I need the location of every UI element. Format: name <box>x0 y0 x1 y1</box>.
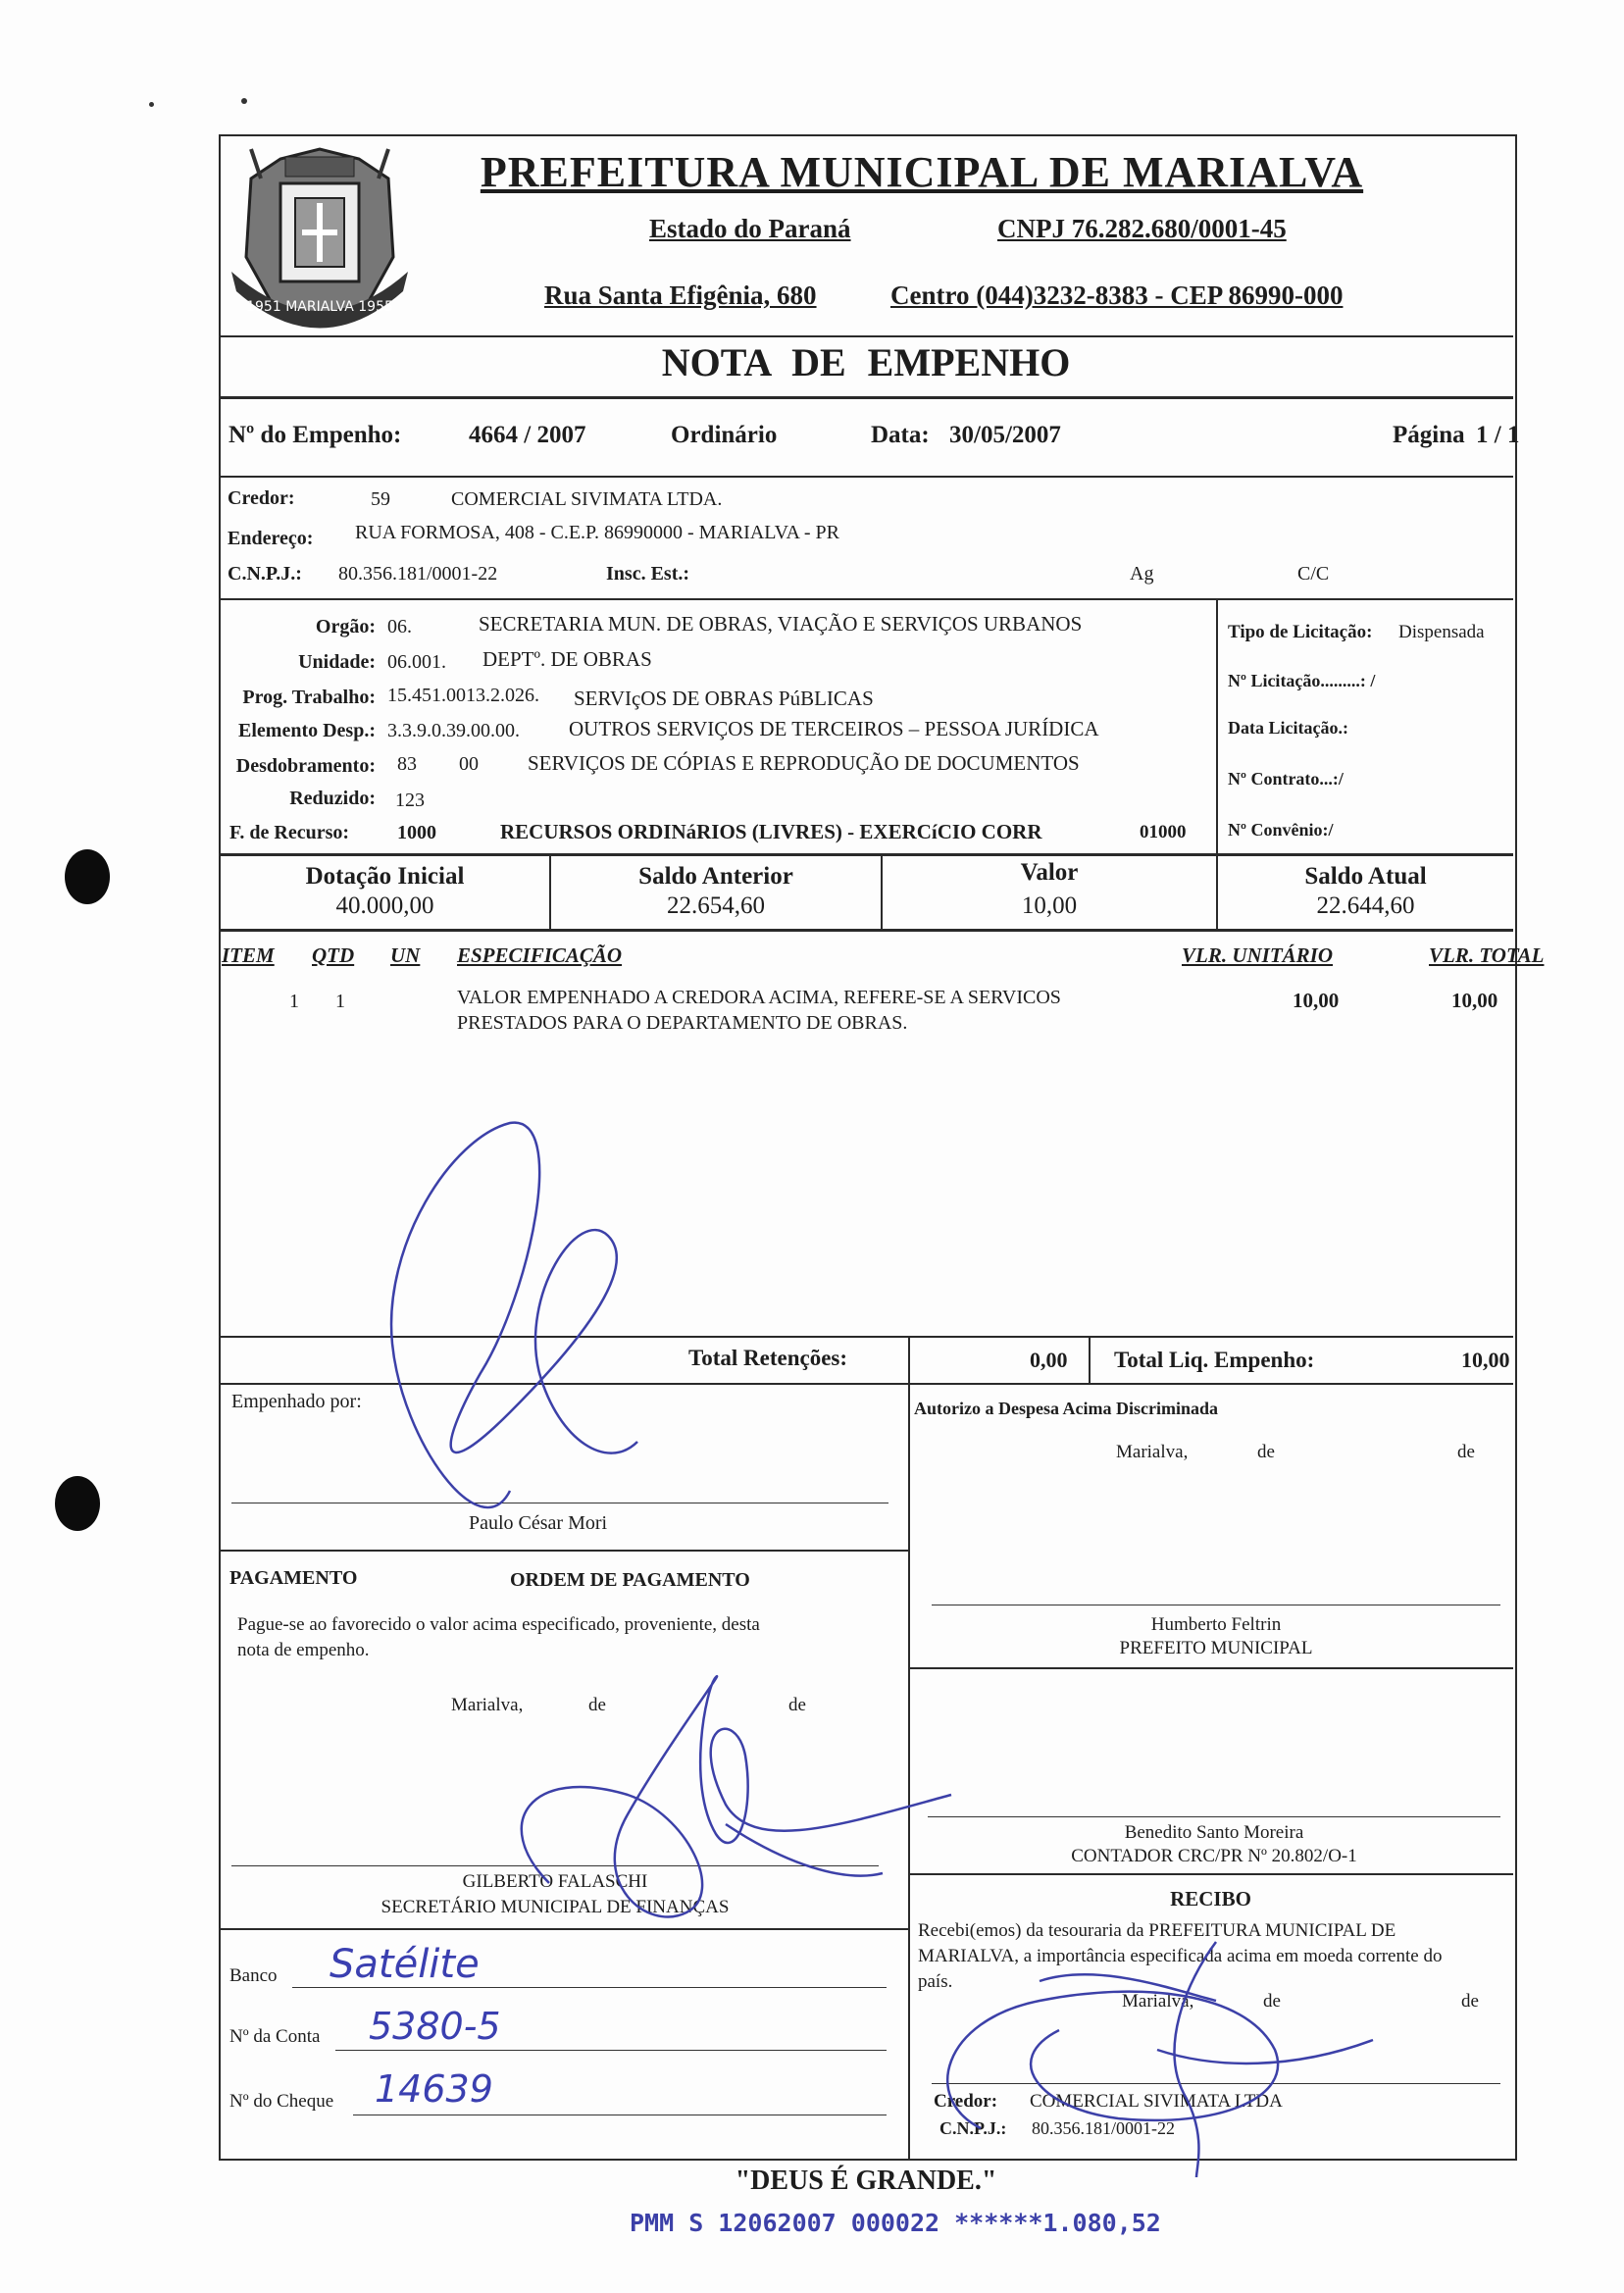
endereco-label: Endereço: <box>228 528 314 549</box>
orgao-code: 06. <box>387 616 412 637</box>
pagamento-city: Marialva, <box>451 1695 524 1715</box>
elemento-desc: OUTROS SERVIÇOS DE TERCEIROS – PESSOA JURÍDICA <box>569 717 1099 740</box>
credor-label: Credor: <box>228 487 295 509</box>
total-liq-label: Total Liq. Empenho: <box>1114 1348 1315 1372</box>
page-number: 1 / 1 <box>1476 422 1520 448</box>
contrato-num: Nº Contrato...:/ <box>1228 769 1344 789</box>
recibo-label: RECIBO <box>1170 1887 1251 1911</box>
recibo-credor-label: Credor: <box>934 2091 998 2112</box>
recurso-code: 1000 <box>397 822 436 843</box>
insc-est-label: Insc. Est.: <box>606 563 690 585</box>
licitacao-tipo-label: Tipo de Licitação: <box>1228 622 1373 642</box>
secretario-role: SECRETÁRIO MUNICIPAL DE FINANÇAS <box>381 1897 730 1917</box>
row-espec-line1: VALOR EMPENHADO A CREDORA ACIMA, REFERE-SE A SERVICOS <box>457 987 1061 1008</box>
ordem-pagamento-label: ORDEM DE PAGAMENTO <box>510 1569 750 1591</box>
crest-years: 1951 MARIALVA 1955 <box>246 299 393 315</box>
row-vlr-total: 10,00 <box>1451 989 1498 1012</box>
punch-hole-bottom <box>55 1476 100 1531</box>
recibo-text-1: Recebi(emos) da tesouraria da PREFEITURA MUNICIPAL DE <box>918 1920 1396 1941</box>
footer-stamp: PMM S 12062007 000022 ******1.080,52 <box>630 2209 1161 2237</box>
page-title: PREFEITURA MUNICIPAL DE MARIALVA <box>480 148 1364 196</box>
licitacao-data: Data Licitação.: <box>1228 718 1348 738</box>
recibo-credor-value: COMERCIAL SIVIMATA LTDA <box>1030 2091 1283 2112</box>
secretario-name: GILBERTO FALASCHI <box>462 1871 648 1892</box>
banco-value: Satélite <box>330 1942 480 1987</box>
recibo-city: Marialva, <box>1122 1991 1194 2012</box>
row-qtd: 1 <box>335 991 345 1012</box>
speck <box>149 102 154 107</box>
cheque-value: 14639 <box>375 2067 493 2111</box>
conta-corrente-label: C/C <box>1297 563 1330 585</box>
pagamento-text-1: Pague-se ao favorecido o valor acima especificado, proveniente, desta <box>237 1614 760 1635</box>
desdobramento-label: Desdobramento: <box>235 755 376 777</box>
credor-name: COMERCIAL SIVIMATA LTDA. <box>451 488 723 510</box>
desdobramento-subcode: 00 <box>459 753 479 775</box>
cnpj-label: C.N.P.J.: <box>228 563 302 585</box>
signature-recibo <box>922 1903 1393 2177</box>
saldo-atual-label: Saldo Atual <box>1304 863 1427 890</box>
page-label: Página <box>1393 422 1465 448</box>
signature-empenhado <box>373 1118 667 1550</box>
valor-value: 10,00 <box>1021 892 1078 919</box>
pagamento-de2: de <box>788 1695 806 1715</box>
row-espec-line2: PRESTADOS PARA O DEPARTAMENTO DE OBRAS. <box>457 1012 908 1034</box>
unidade-desc: DEPTº. DE OBRAS <box>482 647 652 671</box>
orgao-desc: SECRETARIA MUN. DE OBRAS, VIAÇÃO E SERVIÇOS URBANOS <box>479 612 1083 636</box>
agencia-label: Ag <box>1130 563 1154 585</box>
centro-phone-cep: Centro (044)3232-8383 - CEP 86990-000 <box>890 280 1344 310</box>
dotacao-inicial-value: 40.000,00 <box>335 892 434 919</box>
contador-name: Benedito Santo Moreira <box>1124 1822 1304 1843</box>
prog-code: 15.451.0013.2.026. <box>387 685 539 706</box>
licitacao-tipo-value: Dispensada <box>1398 622 1485 642</box>
credor-code: 59 <box>371 488 390 510</box>
convenio-num: Nº Convênio:/ <box>1228 820 1334 840</box>
speck <box>241 98 247 104</box>
recurso-code2: 01000 <box>1140 822 1187 842</box>
pagamento-label: PAGAMENTO <box>229 1567 358 1589</box>
state-name: Estado do Paraná <box>649 214 851 243</box>
saldo-anterior-label: Saldo Anterior <box>638 863 793 890</box>
cheque-label: Nº do Cheque <box>229 2091 334 2112</box>
empenho-date-label: Data: <box>871 422 930 448</box>
col-especificacao: ESPECIFICAÇÃO <box>457 943 623 967</box>
total-retencoes-value: 0,00 <box>1030 1348 1068 1372</box>
recibo-text-3: país. <box>918 1971 953 1992</box>
autorizo-de2: de <box>1457 1442 1475 1462</box>
col-item: ITEM <box>222 943 275 967</box>
banco-label: Banco <box>229 1965 278 1986</box>
pagamento-de1: de <box>588 1695 606 1715</box>
document-title: NOTA DE EMPENHO <box>661 340 1071 384</box>
autorizo-city: Marialva, <box>1116 1442 1189 1462</box>
empenho-num-label: Nº do Empenho: <box>228 422 402 448</box>
autorizo-label: Autorizo a Despesa Acima Discriminada <box>914 1399 1218 1418</box>
empenho-type: Ordinário <box>671 422 778 448</box>
total-liq-value: 10,00 <box>1461 1348 1510 1372</box>
prog-desc: SERVIçOS DE OBRAS PúBLICAS <box>574 687 874 710</box>
saldo-atual-value: 22.644,60 <box>1316 892 1415 919</box>
reduzido-label: Reduzido: <box>289 788 376 809</box>
address: Rua Santa Efigênia, 680 <box>544 280 817 310</box>
recurso-desc: RECURSOS ORDINáRIOS (LIVRES) - EXERCíCIO CORR <box>500 820 1042 843</box>
orgao-label: Orgão: <box>315 616 376 637</box>
credor-cnpj: 80.356.181/0001-22 <box>338 563 498 585</box>
punch-hole-top <box>65 849 110 904</box>
contador-role: CONTADOR CRC/PR Nº 20.802/O-1 <box>1071 1846 1357 1866</box>
autorizo-de1: de <box>1257 1442 1275 1462</box>
row-vlr-unitario: 10,00 <box>1293 989 1340 1012</box>
total-retencoes-label: Total Retenções: <box>688 1346 848 1370</box>
prefeito-name: Humberto Feltrin <box>1150 1614 1282 1635</box>
desdobramento-code: 83 <box>397 753 417 775</box>
conta-label: Nº da Conta <box>229 2026 321 2047</box>
unidade-label: Unidade: <box>298 651 376 673</box>
elemento-code: 3.3.9.0.39.00.00. <box>387 720 520 741</box>
signature-secretario <box>431 1667 961 1922</box>
empenho-date: 30/05/2007 <box>949 422 1061 448</box>
col-un: UN <box>390 943 421 967</box>
municipal-crest-icon <box>222 139 418 335</box>
empenhado-label: Empenhado por: <box>231 1391 362 1412</box>
prog-label: Prog. Trabalho: <box>242 687 376 708</box>
prefeito-role: PREFEITO MUNICIPAL <box>1119 1638 1313 1658</box>
saldo-anterior-value: 22.654,60 <box>667 892 765 919</box>
empenhado-name: Paulo César Mori <box>469 1512 608 1534</box>
unidade-code: 06.001. <box>387 651 446 673</box>
recibo-de2: de <box>1461 1991 1479 2012</box>
recibo-cnpj-label: C.N.P.J.: <box>939 2118 1007 2138</box>
recibo-text-2: MARIALVA, a importância especificada acima em moeda corrente do <box>918 1946 1443 1966</box>
reduzido-value: 123 <box>395 790 425 811</box>
desdobramento-desc: SERVIÇOS DE CÓPIAS E REPRODUÇÃO DE DOCUMENTOS <box>528 751 1080 775</box>
col-vlr-unitario: VLR. UNITÁRIO <box>1182 943 1334 967</box>
conta-value: 5380-5 <box>369 2005 501 2048</box>
row-item: 1 <box>289 991 299 1012</box>
empenho-number: 4664 / 2007 <box>469 422 586 448</box>
col-vlr-total: VLR. TOTAL <box>1429 943 1545 967</box>
cnpj-header: CNPJ 76.282.680/0001-45 <box>997 214 1287 243</box>
recurso-label: F. de Recurso: <box>229 822 350 843</box>
footer-motto: "DEUS É GRANDE." <box>735 2166 997 2196</box>
pagamento-text-2: nota de empenho. <box>237 1640 370 1660</box>
recibo-de1: de <box>1263 1991 1281 2012</box>
licitacao-num: Nº Licitação.........: / <box>1228 671 1376 690</box>
endereco-value: RUA FORMOSA, 408 - C.E.P. 86990000 - MARIALVA - PR <box>355 522 839 543</box>
dotacao-inicial-label: Dotação Inicial <box>305 863 465 890</box>
col-qtd: QTD <box>312 943 355 967</box>
elemento-label: Elemento Desp.: <box>238 720 376 741</box>
valor-label: Valor <box>1020 859 1079 886</box>
recibo-cnpj-value: 80.356.181/0001-22 <box>1032 2118 1175 2138</box>
